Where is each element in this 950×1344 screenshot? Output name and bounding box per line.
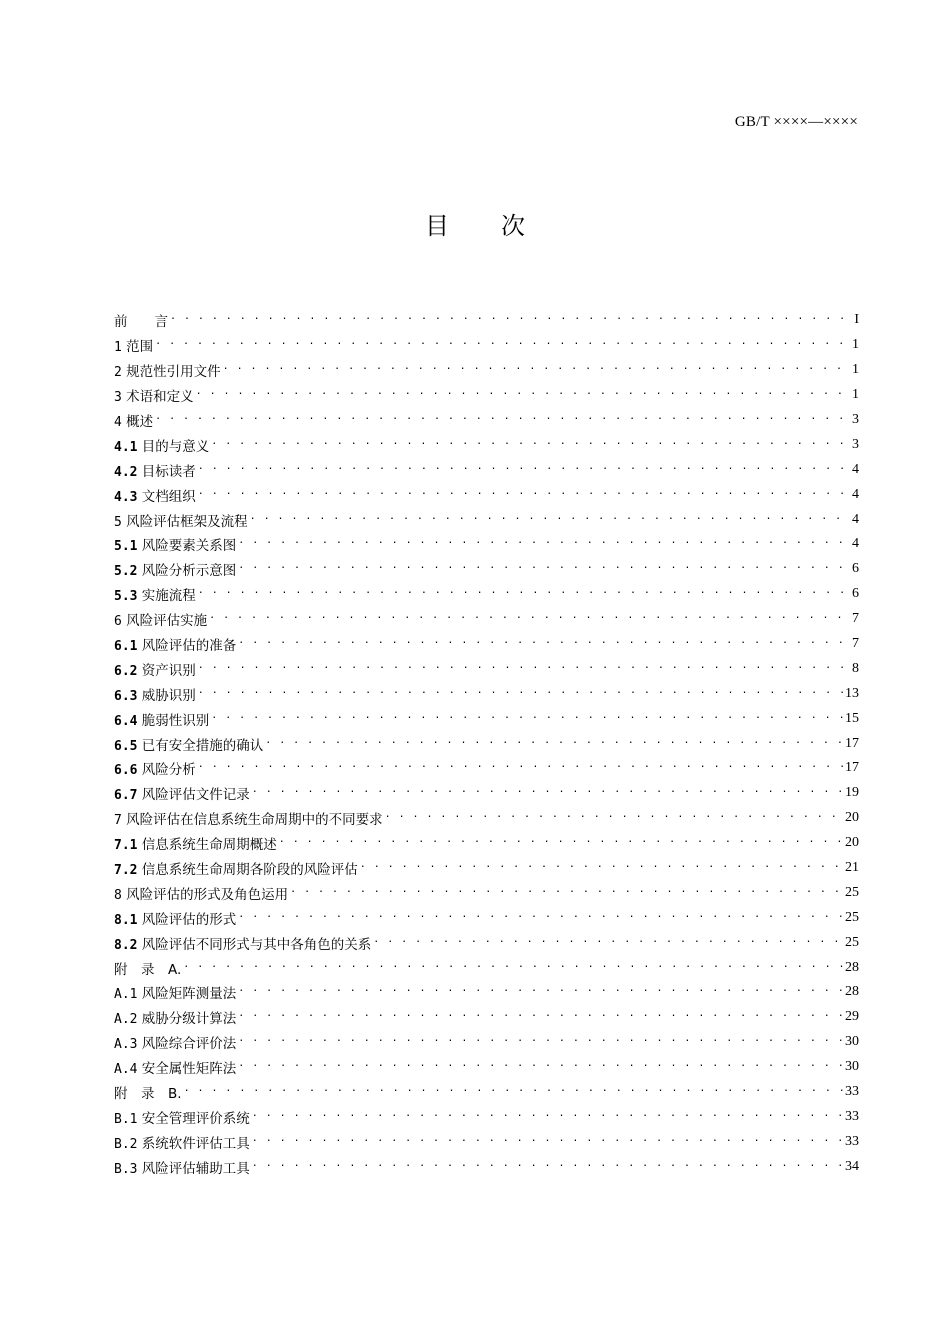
toc-entry-label — [114, 933, 371, 953]
toc-entry-label — [114, 460, 196, 480]
toc-entry-label — [114, 1007, 236, 1027]
toc-entry-number: 6.3 — [114, 688, 138, 704]
toc-entry-number: 4 — [114, 415, 122, 430]
toc-entry[interactable] — [114, 1154, 859, 1179]
toc-entry-title: 信息系统生命周期各阶段的风险评估 — [141, 862, 358, 879]
toc-entry-label — [114, 1082, 182, 1102]
toc-page-number: 4 — [852, 486, 859, 502]
toc-entry-number: 5.2 — [114, 564, 138, 580]
toc-dot-leader — [250, 513, 850, 527]
toc-entry-title: 风险评估文件记录 — [141, 787, 250, 804]
toc-entry-label — [114, 360, 221, 380]
toc-entry-title: 风险矩阵测量法 — [141, 986, 237, 1003]
toc-entry[interactable] — [114, 358, 859, 383]
toc-entry-label — [114, 534, 236, 554]
toc-dot-leader — [373, 936, 843, 950]
toc-page-number: 3 — [852, 436, 859, 452]
toc-dot-leader — [252, 1160, 843, 1174]
toc-entry[interactable] — [114, 1129, 859, 1154]
toc-entry[interactable] — [114, 706, 859, 731]
toc-entry-label — [114, 435, 209, 455]
title-char-2: 次 — [501, 212, 525, 240]
toc-entry-label — [114, 1157, 250, 1177]
toc-dot-leader — [238, 637, 850, 651]
toc-entry-title: 风险评估不同形式与其中各角色的关系 — [141, 936, 372, 953]
toc-page-number: 7 — [852, 611, 859, 627]
toc-dot-leader — [184, 1085, 843, 1099]
toc-dot-leader — [238, 537, 850, 551]
toc-page-number: 33 — [845, 1084, 859, 1100]
toc-entry[interactable] — [114, 955, 859, 980]
toc-entry-title: 风险要素关系图 — [141, 538, 237, 555]
toc-entry-title: 系统软件评估工具 — [141, 1135, 250, 1152]
toc-entry-label — [114, 609, 207, 629]
toc-entry-title: 风险评估框架及流程 — [126, 513, 248, 530]
toc-entry-number: 4.3 — [114, 489, 138, 505]
toc-page-number: 30 — [845, 1059, 859, 1075]
toc-entry-number: B.2 — [114, 1136, 138, 1152]
toc-page-number: 29 — [845, 1009, 859, 1025]
toc-entry-number: 5.3 — [114, 589, 138, 605]
toc-page-number: 15 — [845, 710, 859, 726]
toc-dot-leader — [198, 463, 850, 477]
toc-page-number: 17 — [845, 735, 859, 751]
toc-page-number: 3 — [852, 412, 859, 427]
toc-entry-number: 6.6 — [114, 763, 138, 779]
toc-entry[interactable] — [114, 806, 859, 831]
toc-entry-number: 7.1 — [114, 838, 138, 854]
toc-entry-label — [114, 982, 236, 1002]
toc-entry-title: 风险评估的形式 — [141, 911, 237, 928]
toc-page-number: 4 — [852, 511, 859, 527]
toc-entry[interactable] — [114, 632, 859, 657]
toc-dot-leader — [252, 1135, 843, 1149]
toc-page-number: 28 — [845, 984, 859, 1000]
toc-entry[interactable] — [114, 457, 859, 482]
toc-entry[interactable] — [114, 607, 859, 632]
toc-page-number: 20 — [845, 835, 859, 851]
toc-entry-number: 6.7 — [114, 788, 138, 804]
toc-entry-title: 目标读者 — [141, 463, 196, 480]
toc-page-number: 17 — [845, 760, 859, 776]
toc-dot-leader — [265, 737, 843, 751]
toc-entry-number: B.1 — [114, 1111, 138, 1127]
toc-page-number: 8 — [852, 660, 859, 676]
toc-entry[interactable] — [114, 507, 859, 532]
toc-page-number: I — [854, 312, 859, 328]
toc-entry-number: 6.1 — [114, 639, 138, 655]
toc-dot-leader — [290, 886, 843, 900]
toc-page-number: 25 — [845, 884, 859, 900]
toc-entry-label — [114, 858, 358, 878]
toc-dot-leader — [279, 836, 843, 850]
toc-dot-leader — [360, 861, 843, 875]
toc-entry-title: 风险评估辅助工具 — [141, 1160, 250, 1177]
toc-entry[interactable] — [114, 656, 859, 681]
toc-entry-title: 已有安全措施的确认 — [141, 737, 264, 754]
toc-entry-title: 附 录 A. — [114, 961, 182, 978]
toc-dot-leader — [252, 1110, 843, 1124]
toc-dot-leader — [198, 662, 850, 676]
toc-entry-label — [114, 634, 236, 654]
toc-entry-title: 前 言 — [114, 314, 168, 331]
toc-page-number: 33 — [845, 1133, 859, 1149]
toc-entry-label — [114, 510, 248, 530]
toc-entry-label — [114, 310, 168, 330]
toc-entry-number: 6.2 — [114, 663, 138, 679]
table-of-contents — [114, 308, 859, 1179]
toc-entry-label — [114, 385, 194, 405]
toc-entry-title: 实施流程 — [141, 588, 196, 605]
toc-entry-label — [114, 783, 250, 803]
toc-entry-title: 风险评估的形式及角色运用 — [126, 886, 289, 903]
toc-entry-title: 风险分析示意图 — [141, 563, 237, 580]
toc-entry[interactable] — [114, 1005, 859, 1030]
toc-entry-title: 安全管理评价系统 — [141, 1110, 250, 1127]
toc-entry-label — [114, 684, 196, 704]
toc-entry-label — [114, 808, 383, 828]
toc-dot-leader — [238, 1060, 843, 1074]
toc-page-number: 25 — [845, 909, 859, 925]
toc-entry[interactable] — [114, 1055, 859, 1080]
toc-entry-number: 3 — [114, 390, 122, 406]
toc-entry-title: 规范性引用文件 — [126, 364, 221, 381]
toc-entry-number: 7 — [114, 813, 122, 829]
toc-entry-title: 风险评估的准备 — [141, 638, 237, 655]
toc-page-number: 1 — [852, 337, 859, 353]
toc-entry-number: 7.2 — [114, 863, 138, 879]
toc-dot-leader — [238, 985, 843, 999]
toc-entry-number: 6.4 — [114, 713, 138, 729]
toc-entry-label — [114, 485, 196, 505]
toc-dot-leader — [196, 388, 850, 402]
toc-entry-label — [114, 734, 263, 754]
toc-page-number: 21 — [845, 860, 859, 876]
toc-entry-number: A.4 — [114, 1062, 138, 1078]
toc-entry-label — [114, 709, 209, 729]
toc-entry[interactable] — [114, 532, 859, 557]
toc-dot-leader — [252, 786, 843, 800]
toc-dot-leader — [183, 961, 843, 975]
toc-entry[interactable] — [114, 681, 859, 706]
toc-page-number: 13 — [845, 685, 859, 701]
toc-entry-label — [114, 1032, 236, 1052]
toc-entry-number: 8.1 — [114, 912, 138, 928]
toc-entry-number: 1 — [114, 340, 122, 356]
toc-dot-leader — [385, 811, 843, 825]
toc-dot-leader — [223, 363, 850, 377]
toc-entry-title: 术语和定义 — [126, 389, 194, 406]
toc-page-number: 20 — [845, 810, 859, 826]
toc-entry-label — [114, 958, 181, 978]
toc-entry[interactable] — [114, 781, 859, 806]
toc-entry[interactable] — [114, 432, 859, 457]
toc-dot-leader — [155, 413, 850, 427]
toc-page-number: 7 — [852, 636, 859, 652]
toc-dot-leader — [198, 587, 850, 601]
toc-entry-label — [114, 1107, 250, 1127]
toc-entry[interactable] — [114, 831, 859, 856]
toc-entry-label — [114, 883, 288, 903]
toc-entry-title: 文档组织 — [141, 488, 196, 505]
toc-entry-title: 信息系统生命周期概述 — [141, 837, 277, 854]
toc-entry-label — [114, 335, 153, 355]
toc-dot-leader — [211, 438, 850, 452]
toc-entry[interactable] — [114, 731, 859, 756]
toc-entry-title: 风险分析 — [141, 762, 196, 779]
toc-entry-number: 6 — [114, 614, 122, 630]
toc-entry[interactable] — [114, 408, 859, 433]
toc-entry[interactable] — [114, 856, 859, 881]
toc-entry[interactable] — [114, 308, 859, 333]
toc-dot-leader — [211, 712, 843, 726]
toc-dot-leader — [198, 761, 843, 775]
toc-entry-title: 威胁识别 — [141, 687, 196, 704]
toc-dot-leader — [238, 1035, 843, 1049]
toc-entry-number: B.3 — [114, 1161, 138, 1177]
toc-entry-title: 范围 — [126, 339, 154, 356]
toc-entry-title: 资产识别 — [141, 662, 196, 679]
standard-number: GB/T ××××—×××× — [734, 114, 858, 130]
toc-dot-leader — [198, 488, 850, 502]
toc-page-number: 6 — [852, 586, 859, 602]
toc-entry[interactable] — [114, 482, 859, 507]
toc-entry-title: 附 录 B. — [114, 1086, 182, 1103]
toc-entry[interactable] — [114, 333, 859, 358]
toc-entry[interactable] — [114, 880, 859, 905]
toc-entry-title: 威胁分级计算法 — [141, 1011, 237, 1028]
toc-entry-title: 安全属性矩阵法 — [141, 1061, 237, 1078]
toc-entry-number: 4.1 — [114, 439, 138, 455]
toc-entry[interactable] — [114, 930, 859, 955]
toc-entry-number: A.3 — [114, 1037, 138, 1053]
toc-page-number: 4 — [852, 536, 859, 552]
toc-entry-number: 8.2 — [114, 937, 138, 953]
toc-entry-title: 目的与意义 — [141, 438, 210, 455]
toc-entry-label — [114, 833, 277, 853]
toc-entry-label — [114, 584, 196, 604]
toc-dot-leader — [238, 911, 843, 925]
title-char-1: 目 — [425, 212, 449, 240]
toc-page-number: 28 — [845, 959, 859, 975]
toc-dot-leader — [155, 338, 850, 352]
toc-entry-title: 概述 — [126, 414, 154, 430]
toc-entry-label — [114, 908, 236, 928]
toc-entry[interactable] — [114, 557, 859, 582]
toc-entry-number: A.2 — [114, 1012, 138, 1028]
toc-entry-title: 风险评估实施 — [126, 613, 208, 630]
toc-dot-leader — [238, 1010, 843, 1024]
toc-entry-title: 风险评估在信息系统生命周期中的不同要求 — [126, 812, 383, 829]
toc-entry[interactable] — [114, 383, 859, 408]
toc-entry-number: A.1 — [114, 987, 138, 1003]
toc-entry-label — [114, 1132, 250, 1152]
toc-entry-number: 2 — [114, 365, 122, 381]
toc-entry-label — [114, 1057, 236, 1077]
toc-entry-number: 8 — [114, 887, 122, 903]
toc-dot-leader — [238, 562, 850, 576]
toc-page-number: 19 — [845, 785, 859, 801]
toc-entry-number: 5 — [114, 514, 122, 530]
toc-entry[interactable] — [114, 905, 859, 930]
toc-page-number: 30 — [845, 1034, 859, 1050]
toc-entry[interactable] — [114, 1030, 859, 1055]
toc-entry-label — [114, 758, 196, 778]
toc-page-number: 6 — [852, 561, 859, 577]
page-title — [0, 206, 950, 241]
toc-entry[interactable] — [114, 980, 859, 1005]
toc-dot-leader — [198, 687, 843, 701]
toc-entry[interactable] — [114, 1080, 859, 1105]
toc-entry[interactable] — [114, 756, 859, 781]
toc-dot-leader — [170, 313, 852, 327]
toc-entry-label — [114, 410, 153, 430]
toc-page-number: 25 — [845, 934, 859, 950]
toc-entry[interactable] — [114, 582, 859, 607]
toc-page-number: 1 — [852, 387, 859, 403]
toc-entry-title: 脆弱性识别 — [141, 712, 210, 729]
toc-page-number: 33 — [845, 1108, 859, 1124]
toc-entry-title: 风险综合评价法 — [141, 1036, 237, 1053]
toc-entry-label — [114, 659, 196, 679]
toc-page-number: 34 — [845, 1158, 859, 1174]
toc-entry[interactable] — [114, 1105, 859, 1130]
toc-entry-number: 6.5 — [114, 738, 138, 754]
toc-page-number: 4 — [852, 461, 859, 477]
toc-entry-label — [114, 559, 236, 579]
toc-entry-number: 4.2 — [114, 464, 138, 480]
toc-entry-number: 5.1 — [114, 539, 138, 555]
toc-page-number: 1 — [852, 362, 859, 378]
toc-dot-leader — [209, 612, 850, 626]
